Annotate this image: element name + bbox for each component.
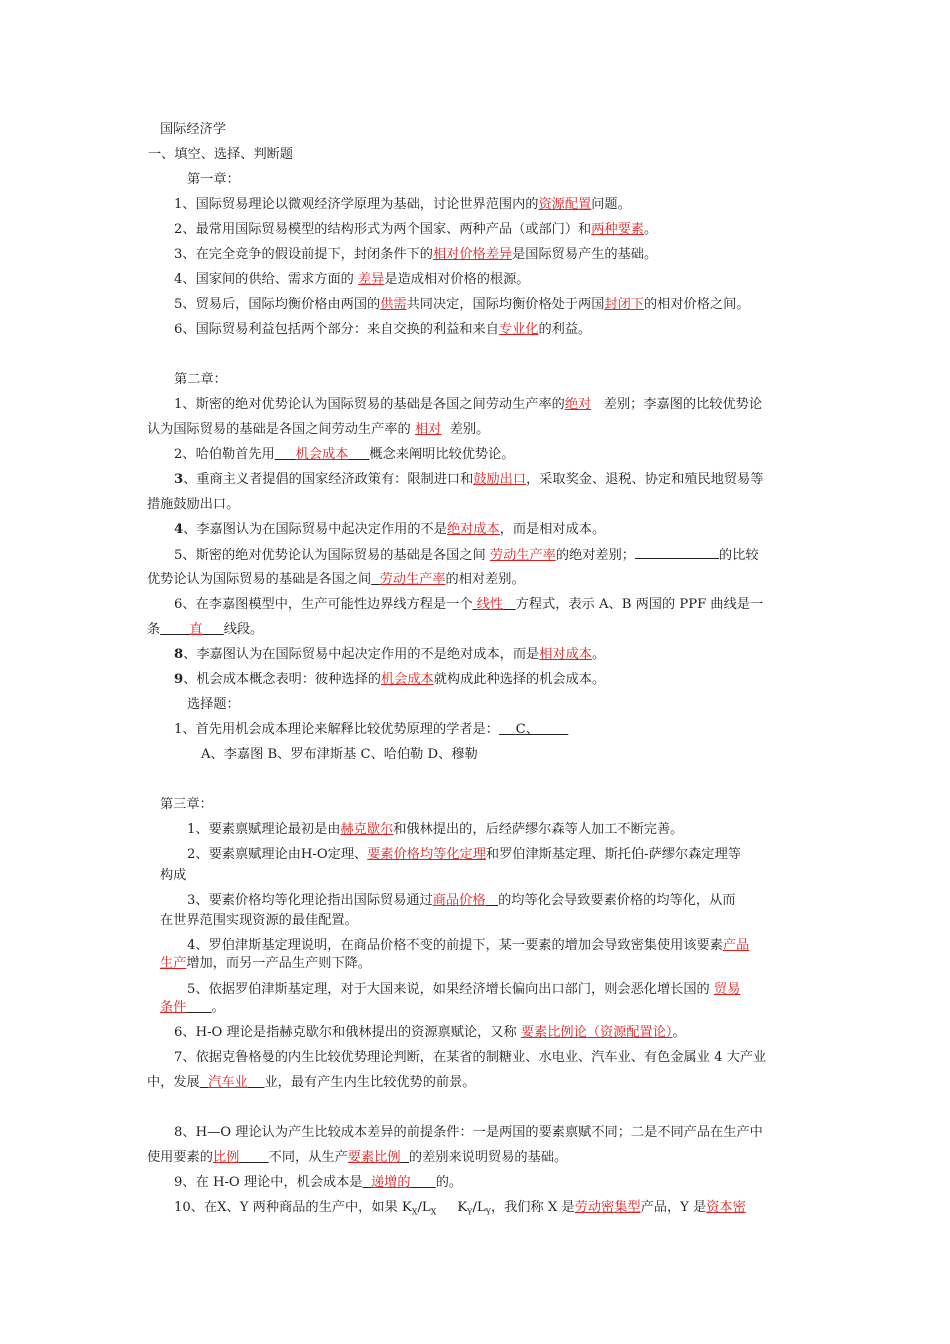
answer: 生产 <box>160 956 187 971</box>
choice-item-1: 1、首先用机会成本理论来解释比较优势原理的学者是： C、 <box>174 722 539 737</box>
ch2-item-5: 5、斯密的绝对优势论认为国际贸易的基础是各国之间 劳动生产率的绝对差别； 的比较 <box>174 548 759 563</box>
answer: 劳动密集型 <box>574 1200 641 1215</box>
answer: 直 <box>189 622 203 637</box>
ch3-item-5: 5、依据罗伯津斯基定理，对于大国来说，如果经济增长偏向出口部门，则会恶化增长国的 贸易 <box>187 982 741 997</box>
answer: 汽车业 <box>208 1075 248 1090</box>
answer: C、 <box>515 722 539 737</box>
answer: 要素比例论（资源配置论） <box>520 1025 673 1040</box>
answer: 赫克歇尔 <box>340 822 394 837</box>
ch3-item-2: 2、要素禀赋理论由H-O定理、要素价格均等化定理和罗伯津斯基定理、斯托伯-萨缪尔森定理等 <box>187 847 741 862</box>
answer: 劳动生产率 <box>379 572 446 587</box>
ch3-item-3: 3、要素价格均等化理论指出国际贸易通过商品价格 的均等化会导致要素价格的均等化，从而 <box>187 893 736 908</box>
choice-heading: 选择题： <box>187 697 240 712</box>
answer: 差异 <box>358 272 385 287</box>
ch2-item-1: 1、斯密的绝对优势论认为国际贸易的基础是各国之间劳动生产率的绝对 差别；李嘉图的比较优势论 <box>174 397 763 412</box>
ch1-item-1: 1、国际贸易理论以微观经济学原理为基础，讨论世界范围内的资源配置问题。 <box>174 197 631 212</box>
ch2-item-8: 8、李嘉图认为在国际贸易中起决定作用的不是绝对成本，而是相对成本。 <box>174 647 606 662</box>
ch3-item-4: 4、罗伯津斯基定理说明，在商品价格不变的前提下，某一要素的增加会导致密集使用该要素产品 <box>187 938 750 953</box>
ch3-item-7-cont: 中，发展 汽车业 业，最有产生内生比较优势的前景。 <box>147 1075 476 1090</box>
ch3-item-6: 6、H-O 理论是指赫克歇尔和俄林提出的资源禀赋论，又称 要素比例论（资源配置论）。 <box>174 1025 686 1040</box>
ch1-item-5: 5、贸易后，国际均衡价格由两国的供需共同决定，国际均衡价格处于两国封闭下的相对价格之间。 <box>174 297 750 312</box>
ch3-item-8-cont: 使用要素的比例 不同，从生产要素比例 的差别来说明贸易的基础。 <box>147 1150 568 1165</box>
answer: 两种要素 <box>591 222 644 237</box>
answer: 绝对 <box>564 397 592 412</box>
ch3-item-10: 10、在X、Y 两种商品的生产中，如果 $K_X/L_X$ $K_Y/L_Y$，我们称 X 是劳动密集型产品，Y 是资本密 <box>174 1200 746 1217</box>
answer: 条件 <box>160 1000 187 1015</box>
answer: 供需 <box>380 297 407 312</box>
ch3-item-3-cont: 在世界范围实现资源的最佳配置。 <box>160 913 358 928</box>
answer: 线性 <box>476 597 504 612</box>
ch3-item-7: 7、依据克鲁格曼的内生比较优势理论判断，在某省的制糖业、水电业、汽车业、有色金属业 4 大产业 <box>174 1050 767 1065</box>
answer: 比例 <box>212 1150 240 1165</box>
answer: 专业化 <box>498 322 539 337</box>
answer: 封闭下 <box>604 297 644 312</box>
blank-line <box>635 546 719 559</box>
doc-title: 国际经济学 <box>160 122 226 137</box>
ch2-item-9: 9、机会成本概念表明：彼种选择的机会成本就构成此种选择的机会成本。 <box>174 672 606 687</box>
answer: 机会成本 <box>381 672 434 687</box>
chapter1-heading: 第一章： <box>187 172 240 187</box>
answer: 绝对成本 <box>446 522 500 537</box>
answer: 相对成本 <box>539 647 592 662</box>
ch2-item-6: 6、在李嘉图模型中，生产可能性边界线方程是一个 线性 方程式，表示 A、B 两国的 PPF 曲线是一 <box>174 597 764 612</box>
ch3-item-4-cont: 生产增加，而另一产品生产则下降。 <box>160 956 371 971</box>
answer: 商品价格 <box>432 893 486 908</box>
ch2-item-3-cont: 措施鼓励出口。 <box>147 497 240 512</box>
answer: 劳动生产率 <box>489 548 556 563</box>
ch1-item-4: 4、国家间的供给、需求方面的 差异是造成相对价格的根源。 <box>174 272 530 287</box>
ch2-item-3: 3、重商主义者提倡的国家经济政策有：限制进口和鼓励出口，采取奖金、退税、协定和殖民地贸易等 <box>174 472 764 487</box>
answer: 递增的 <box>371 1175 411 1190</box>
answer: 机会成本 <box>295 447 349 462</box>
chapter2-heading: 第二章： <box>174 372 227 387</box>
ch3-item-5-cont: 条件 。 <box>160 1000 225 1015</box>
chapter3-heading: 第三章： <box>160 797 213 812</box>
answer: 要素比例 <box>347 1150 401 1165</box>
answer: 产品 <box>722 938 750 953</box>
answer: 要素价格均等化定理 <box>367 847 486 862</box>
answer: 贸易 <box>713 982 741 997</box>
answer: 相对 <box>414 422 442 437</box>
ch3-item-8: 8、H—O 理论认为产生比较成本差异的前提条件：一是两国的要素禀赋不同；二是不同产品在生产中 <box>174 1125 763 1140</box>
ch3-item-9: 9、在 H-O 理论中，机会成本是 递增的 的。 <box>174 1175 463 1190</box>
answer: 资源配置 <box>538 197 592 212</box>
ch3-item-2-cont: 构成 <box>160 868 187 883</box>
answer: 资本密 <box>706 1200 746 1215</box>
ch1-item-3: 3、在完全竞争的假设前提下，封闭条件下的相对价格差异是国际贸易产生的基础。 <box>174 247 658 262</box>
ch2-item-6-cont: 条 直 线段。 <box>147 622 264 637</box>
ch2-item-1-cont: 认为国际贸易的基础是各国之间劳动生产率的 相对 差别。 <box>147 422 490 437</box>
ch2-item-2: 2、哈伯勒首先用 机会成本 概念来阐明比较优势论。 <box>174 447 515 462</box>
ch1-item-6: 6、国际贸易利益包括两个部分：来自交换的利益和来自专业化的利益。 <box>174 322 592 337</box>
answer: 鼓励出口 <box>473 472 527 487</box>
section-heading: 一、填空、选择、判断题 <box>148 147 294 162</box>
answer: 相对价格差异 <box>432 247 513 262</box>
ch2-item-4: 4、李嘉图认为在国际贸易中起决定作用的不是绝对成本，而是相对成本。 <box>174 522 606 537</box>
choice-options: A、李嘉图 B、罗布津斯基 C、哈伯勒 D、穆勒 <box>201 747 478 762</box>
ch1-item-2: 2、最常用国际贸易模型的结构形式为两个国家、两种产品（或部门）和两种要素。 <box>174 222 658 237</box>
ch2-item-5-cont: 优势论认为国际贸易的基础是各国之间 劳动生产率的相对差别。 <box>147 572 525 587</box>
ch3-item-1: 1、要素禀赋理论最初是由赫克歇尔和俄林提出的，后经萨缪尔森等人加工不断完善。 <box>187 822 684 837</box>
